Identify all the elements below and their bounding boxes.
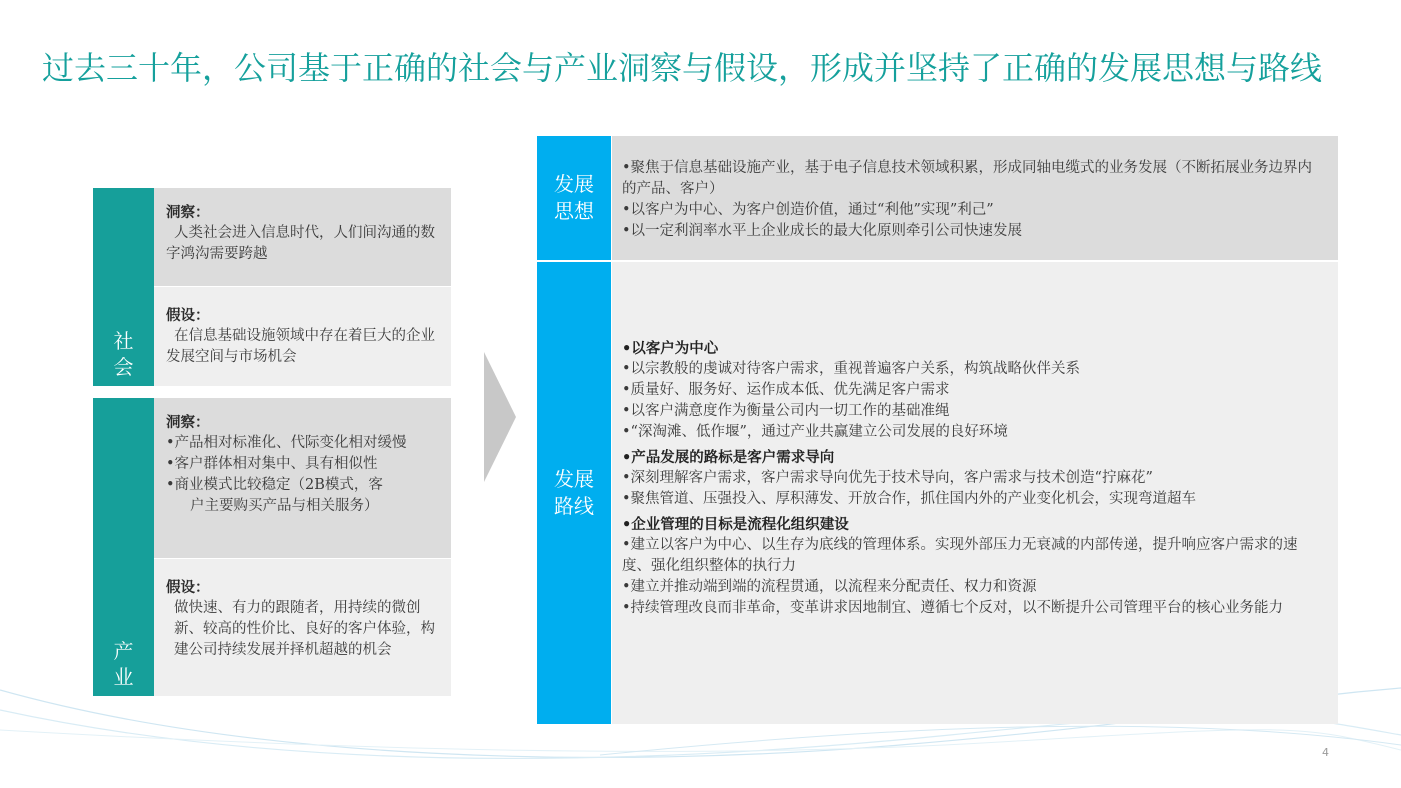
route-item: •“深淘滩、低作堰”，通过产业共赢建立公司发展的良好环境 [622, 424, 1008, 440]
route-item: •持续管理改良而非革命，变革讲求因地制宜、遵循七个反对，以不断提升公司管理平台的核心业务能力 [622, 600, 1284, 616]
thought-cell [612, 136, 1338, 260]
route-label-text: 发展路线 [554, 467, 594, 518]
society-assume-text: 在信息基础设施领域中存在着巨大的企业发展空间与市场机会 [166, 328, 435, 365]
industry-insight-item: •客户群体相对集中、具有相似性 [166, 456, 378, 472]
thought-label-text: 发展思想 [554, 172, 594, 223]
page-number: 4 [1322, 746, 1329, 759]
industry-assume-cell [154, 559, 451, 696]
society-insight-text: 人类社会进入信息时代，人们间沟通的数字鸿沟需要跨越 [166, 225, 435, 262]
route-item: •建立以客户为中心、以生存为底线的管理体系。实现外部压力无衰减的内部传递，提升响应客户需求的速度、强化组织整体的执行力 [622, 537, 1298, 574]
society-assume-cell [154, 287, 451, 386]
society-insight-head: 洞察： [166, 204, 210, 221]
route-item: •聚焦管道、压强投入、厚积薄发、开放合作，抓住国内外的产业变化机会，实现弯道超车 [622, 491, 1197, 507]
thought-item: •聚焦于信息基础设施产业，基于电子信息技术领域积累，形成同轴电缆式的业务发展（不断拓展业务边界内的产品、客户） [622, 160, 1313, 197]
industry-label-text: 产 业 [113, 639, 134, 689]
route-section-head: •企业管理的目标是流程化组织建设 [622, 516, 849, 533]
page-title: 过去三十年，公司基于正确的社会与产业洞察与假设，形成并坚持了正确的发展思想与路线 [42, 49, 1323, 87]
industry-assume-head: 假设： [166, 579, 210, 596]
industry-label [93, 398, 154, 696]
route-item: •以宗教般的虔诚对待客户需求，重视普遍客户关系，构筑战略伙伴关系 [622, 361, 1081, 377]
route-item: •质量好、服务好、运作成本低、优先满足客户需求 [622, 382, 950, 398]
route-item: •深刻理解客户需求，客户需求导向优先于技术导向，客户需求与技术创造“拧麻花” [622, 470, 1153, 486]
society-label [93, 188, 154, 386]
route-label [537, 262, 611, 724]
thought-label [537, 136, 611, 260]
route-item: •建立并推动端到端的流程贯通，以流程来分配责任、权力和资源 [622, 579, 1037, 595]
industry-insight-head: 洞察： [166, 414, 210, 431]
industry-insight-item: •产品相对标准化、代际变化相对缓慢 [166, 435, 407, 451]
chevron-right-icon [484, 352, 516, 482]
industry-insight-item: 户主要购买产品与相关服务） [190, 498, 379, 514]
society-assume-head: 假设： [166, 307, 210, 324]
thought-item: •以一定利润率水平上企业成长的最大化原则牵引公司快速发展 [622, 223, 1023, 239]
society-insight-cell [154, 188, 451, 286]
industry-insight-cell [154, 398, 451, 558]
route-item: •以客户满意度作为衡量公司内一切工作的基础准绳 [622, 403, 950, 419]
industry-assume-text: 做快速、有力的跟随者，用持续的微创新、较高的性价比、良好的客户体验，构建公司持续发展并择机超越的机会 [174, 600, 435, 658]
society-label-text: 社 会 [113, 329, 134, 379]
route-cell [612, 262, 1338, 724]
route-section-head: •以客户为中心 [622, 340, 719, 357]
route-section-head: •产品发展的路标是客户需求导向 [622, 449, 835, 466]
industry-insight-item: •商业模式比较稳定（2B模式，客 [166, 477, 383, 493]
thought-item: •以客户为中心、为客户创造价值，通过“利他”实现”利己” [622, 202, 994, 218]
